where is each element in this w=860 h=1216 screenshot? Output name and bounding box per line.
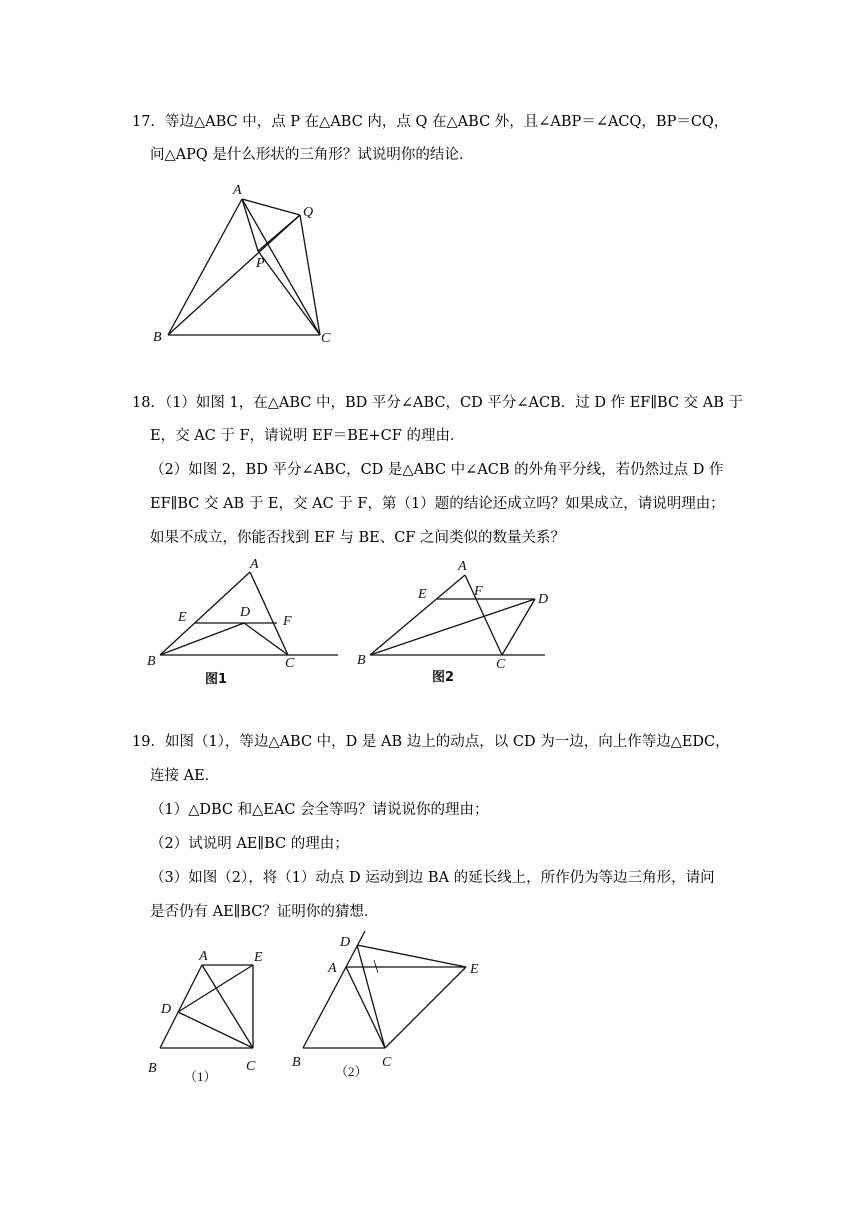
q17-label-P: P xyxy=(256,256,265,271)
q19-figure-2 xyxy=(290,928,500,1088)
q18-f1-label-D: D xyxy=(240,605,251,620)
q18-f1-label-F: F xyxy=(283,614,292,629)
q17-line-1: 17．等边△ABC 中，点 P 在△ABC 内，点 Q 在△ABC 外，且∠ABP＝∠ACQ，BP＝CQ， xyxy=(132,114,729,130)
q18-f2-label-B: B xyxy=(357,653,366,668)
q18-line-4: EF∥BC 交 AB 于 E，交 AC 于 F，第（1）题的结论还成立吗？如果成立，请说明理由； xyxy=(150,496,725,512)
q19-f2-label-E: E xyxy=(470,962,479,977)
q18-f1-label-B: B xyxy=(147,654,156,669)
q19-f1-label-E: E xyxy=(254,950,263,965)
q19-f2-label-D: D xyxy=(340,935,351,950)
q18-figure-2 xyxy=(352,555,552,695)
q19-f2-label-C: C xyxy=(382,1055,392,1070)
q18-line-5: 如果不成立，你能否找到 EF 与 BE、CF 之间类似的数量关系？ xyxy=(150,530,565,546)
q17-label-B: B xyxy=(153,330,162,345)
q18-f2-caption: 图2 xyxy=(432,670,455,685)
q18-f1-label-A: A xyxy=(250,557,259,572)
q19-f2-caption: （2） xyxy=(335,1064,368,1079)
q19-f1-label-A: A xyxy=(199,949,208,964)
q18-f2-label-F: F xyxy=(474,584,483,599)
q19-f2-label-A: A xyxy=(328,961,337,976)
q18-figure-1 xyxy=(140,555,350,695)
q18-line-2: E，交 AC 于 F，请说明 EF＝BE+CF 的理由． xyxy=(150,428,465,444)
q19-line-1: 19．如图（1），等边△ABC 中，D 是 AB 边上的动点，以 CD 为一边，向上作等边△EDC， xyxy=(132,734,730,750)
q19-f1-label-D: D xyxy=(161,1002,172,1017)
q17-line-2: 问△APQ 是什么形状的三角形？试说明你的结论． xyxy=(150,147,474,163)
q18-f1-caption: 图1 xyxy=(205,672,228,687)
q19-line-4: （2）试说明 AE∥BC 的理由； xyxy=(150,836,349,852)
q19-figure-1 xyxy=(140,945,280,1095)
q18-line-1: 18．（1）如图 1，在△ABC 中，BD 平分∠ABC，CD 平分∠ACB．过 D 作 EF∥BC 交 AB 于 xyxy=(132,395,744,411)
q18-f2-label-A: A xyxy=(458,559,467,574)
q19-f1-caption: （1） xyxy=(184,1069,217,1084)
q19-f2-label-B: B xyxy=(292,1055,301,1070)
q19-line-3: （1）△DBC 和△EAC 会全等吗？请说说你的理由； xyxy=(150,802,489,818)
q17-label-Q: Q xyxy=(303,205,314,220)
q19-f1-label-C: C xyxy=(246,1059,256,1074)
q17-figure xyxy=(140,178,350,353)
q18-f2-label-D: D xyxy=(538,592,549,607)
q18-f1-label-E: E xyxy=(178,610,187,625)
q17-label-C: C xyxy=(321,331,331,346)
q18-f1-label-C: C xyxy=(285,656,295,671)
q17-label-A: A xyxy=(233,183,242,198)
q18-f2-label-C: C xyxy=(496,657,506,672)
q18-line-3: （2）如图 2，BD 平分∠ABC，CD 是△ABC 中∠ACB 的外角平分线，若仍然过点 D 作 xyxy=(150,462,724,478)
q19-line-2: 连接 AE． xyxy=(150,768,220,784)
q19-line-5: （3）如图（2），将（1）动点 D 运动到边 BA 的延长线上，所作仍为等边三角形，请问 xyxy=(150,870,715,886)
q19-line-6: 是否仍有 AE∥BC？证明你的猜想． xyxy=(150,904,379,920)
q19-f1-label-B: B xyxy=(148,1061,157,1076)
q18-f2-label-E: E xyxy=(418,587,427,602)
